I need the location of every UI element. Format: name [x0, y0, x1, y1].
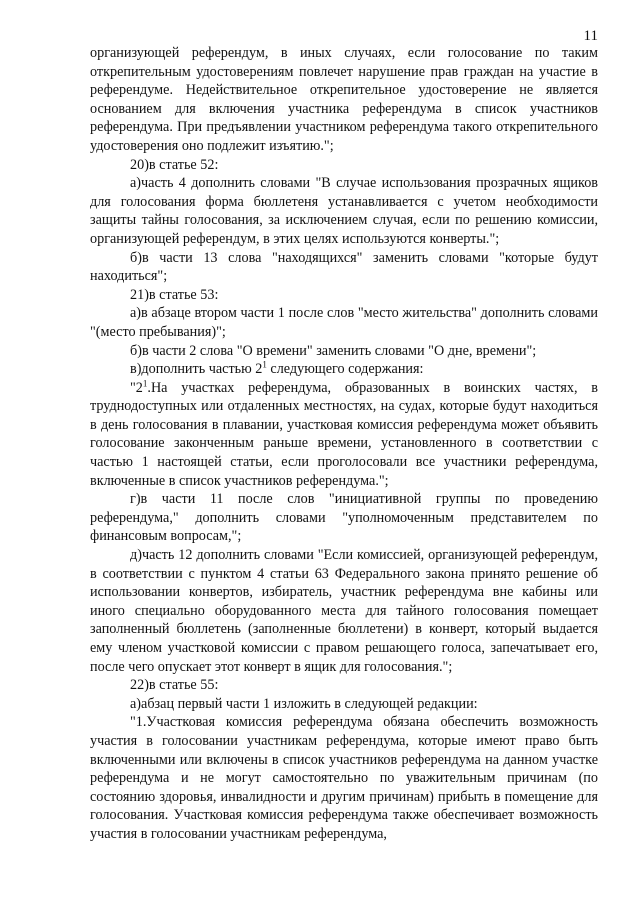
paragraph: б)в части 2 слова "О времени" заменить словами "О дне, времени";	[130, 342, 537, 359]
paragraph: 21)в статье 53:	[130, 286, 219, 303]
paragraph: а)абзац первый части 1 изложить в следующей редакции:	[130, 695, 478, 712]
paragraph: "1.Участковая комиссия референдума обязана обеспечить возможность участия в голосовании участникам референдума, которые имеют право быть включенными или включены в список участников референдума на данном участке референдума и не могут самостоятельно по уважительным причинам (по состоянию здоровья, инвалидности и другим причинам) прибыть в помещение для голосования. Участковая комиссия референдума также обеспечивает возможность участия в голосовании участникам референдума,	[90, 714, 598, 842]
paragraph: г)в части 11 после слов "инициативной группы по проведению референдума," дополнить словами "уполномоченным представителем по финансовым вопросам,";	[90, 491, 598, 545]
paragraph	[90, 360, 598, 379]
paragraph-text-start: в)дополнить частью 2	[130, 361, 263, 378]
paragraph: а)в абзаце втором части 1 после слов "место жительства" дополнить словами "(место пребывания)";	[90, 305, 598, 340]
page-number: 11	[583, 28, 598, 44]
paragraph-text-end: .На участках референдума, образованных в воинских частях, в труднодоступных или отдаленных местностях, на судах, которые будут находиться в день голосования в плавании, участковая комиссия референдума может объявить голосование законченным раньше времени, установленного в соответствии с частью 1 настоящей статьи, если проголосовали все участники референдума, включенные в список участников референдума.";	[90, 379, 598, 489]
superscript: 1	[142, 377, 148, 388]
superscript: 1	[262, 359, 267, 370]
document-body	[90, 44, 598, 844]
paragraph: б)в части 13 слова "находящихся" заменить словами "которые будут находиться";	[90, 249, 598, 285]
paragraph-text-end: следующего содержания:	[266, 361, 424, 378]
paragraph: а)часть 4 дополнить словами "В случае использования прозрачных ящиков для голосования форма бюллетеня устанавливается с учетом необходимости защиты тайны голосования, за исключением случая, если по решению комиссии, организующей референдум, в этих целях используются конверты.";	[90, 175, 598, 247]
paragraph-text-start: "2	[130, 379, 143, 396]
paragraph	[90, 379, 598, 491]
paragraph: д)часть 12 дополнить словами "Если комиссией, организующей референдум, в соответствии с пунктом 4 статьи 63 Федерального закона принято решение об использовании конвертов, избиратель, участник референдума вне кабины или иного специально оборудованного места для тайного голосования помещает заполненный бюллетень (заполненные бюллетени) в конверт, который выдается ему членом участковой комиссии с правом решающего голоса, запечатывает его, после чего опускает этот конверт в ящик для голосования.";	[90, 547, 598, 675]
paragraph: 22)в статье 55:	[130, 677, 219, 694]
paragraph: 20)в статье 52:	[130, 156, 219, 173]
paragraph: организующей референдум, в иных случаях, если голосование по таким открепительным удостоверениям повлечет нарушение прав граждан на участие в референдуме. Недействительное открепительное удостоверение не является основанием для включения участника референдума в список участников референдума. При предъявлении участником референдума такого открепительного удостоверения оно подлежит изъятию.";	[90, 45, 598, 154]
